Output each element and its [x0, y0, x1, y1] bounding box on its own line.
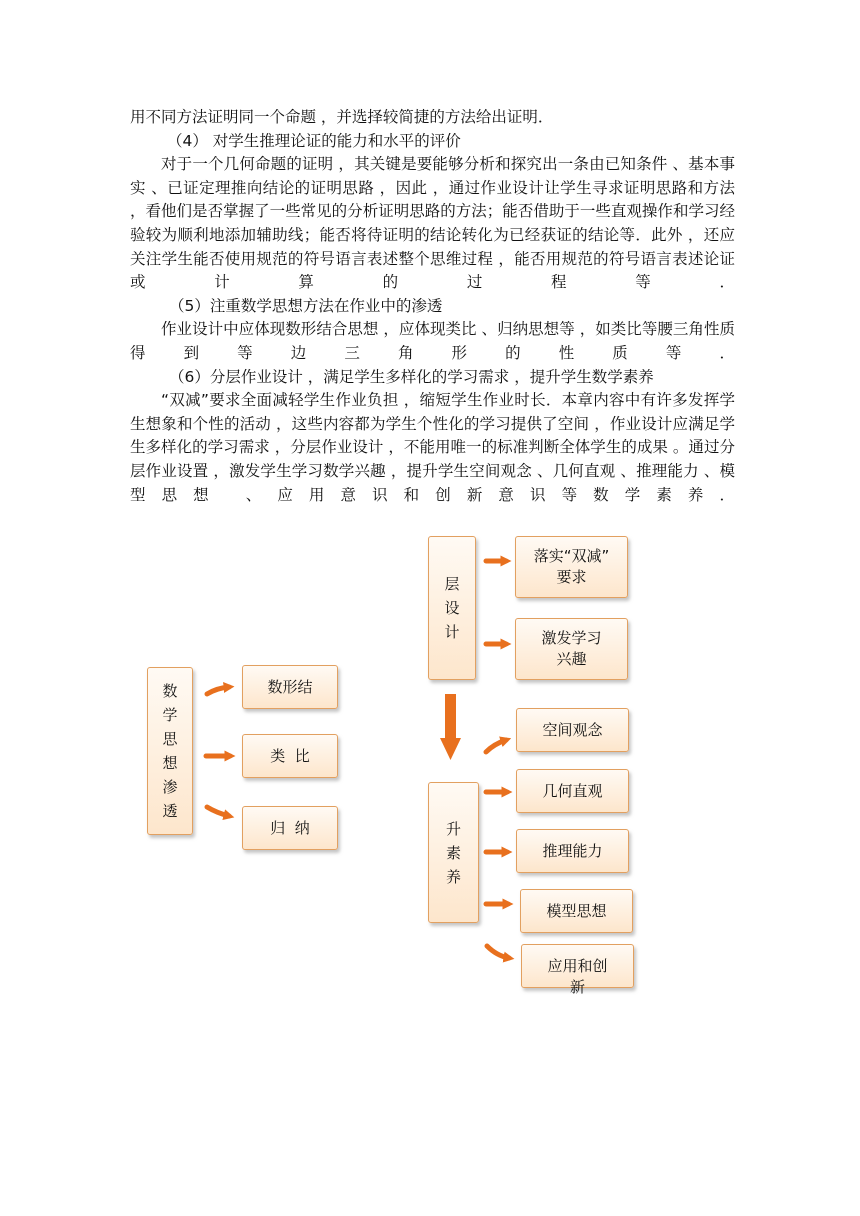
item-box	[515, 536, 628, 598]
box-line: 兴趣	[556, 650, 587, 668]
down-arrow-icon	[440, 694, 461, 760]
paragraph: 对于一个几何命题的证明 ，其关键是要能够分析和探究出一条由已知条件 、基本事实 、已证定理推向结论的证明思路 ，因此 ，通过作业设计让学生寻求证明思路和方法 ，看他们是否掌握了一些常见的分析证明思路的方法；能否借助于一些直观操作和学习经验较为顺利地添加辅助线；能否将待证明的结论转化为已经获证的结论等．此外 ，还应关注学生能否使用规范的符号语言表述整个思维过程 ，能否用规范的符号语言表述论证或计算的过程等．	[130, 155, 735, 292]
box-char: 养	[445, 867, 461, 886]
box-char: 思	[162, 730, 178, 748]
arrow-icon	[207, 807, 229, 816]
paragraph: 作业设计中应体现数形结合思想 ，应体现类比 、归纳思想等 ，如类比等腰三角性质得到等边三角形的性质等．	[130, 320, 735, 362]
item-box: 空间观念	[516, 708, 629, 752]
box-char: 学	[162, 706, 178, 724]
main-box-literacy	[428, 782, 479, 923]
arrow-icon	[487, 946, 509, 958]
box-char: 素	[445, 843, 461, 862]
arrow-icon	[486, 740, 506, 752]
item-box	[521, 944, 634, 996]
paragraph: “双减”要求全面减轻学生作业负担 ，缩短学生作业时长．本章内容中有许多发挥学生想象和个性的活动 ，这些内容都为学生个性化的学习提供了空间 ，作业设计应满足学生多样化的学习需求 ，分层作业设计 ，不能用唯一的标准判断全体学生的成果 。通过分层作业设置 ，激发学生学习数学兴趣 ，提升学生空间观念 、几何直观 、推理能力 、模型思想 、应用意识和创新意识等数学素养．	[130, 391, 735, 504]
item-box: 数形结	[242, 665, 338, 709]
main-box-layered-design	[428, 536, 476, 680]
paragraph: 用不同方法证明同一个命题 ，并选择较简捷的方法给出证明．	[130, 108, 554, 126]
box-char: 计	[444, 623, 460, 641]
box-char: 想	[162, 754, 178, 772]
item-box: 模型思想	[520, 889, 633, 933]
item-box: 类 比	[242, 734, 338, 778]
box-char: 渗	[162, 778, 178, 796]
box-char: 设	[444, 599, 460, 617]
section-heading: （6）分层作业设计 ，满足学生多样化的学习需求 ，提升学生数学素养	[169, 367, 654, 386]
box-line: 要求	[556, 568, 587, 586]
item-box: 推理能力	[516, 829, 629, 873]
main-box-math-thinking	[147, 667, 193, 835]
item-box: 归 纳	[242, 806, 338, 850]
box-line: 新	[569, 978, 585, 996]
item-box	[515, 618, 628, 680]
arrow-icon	[207, 687, 229, 694]
box-char: 升	[445, 819, 461, 838]
box-char: 数	[162, 682, 178, 700]
box-line: 应用和创	[547, 957, 608, 975]
box-line: 落实“双减”	[533, 547, 610, 565]
box-char: 透	[162, 802, 178, 820]
section-heading: （5）注重数学思想方法在作业中的渗透	[169, 296, 443, 315]
box-line: 激发学习	[541, 629, 602, 647]
section-heading: （4） 对学生推理论证的能力和水平的评价	[167, 131, 461, 150]
box-char: 层	[444, 575, 460, 593]
item-box: 几何直观	[516, 769, 629, 813]
